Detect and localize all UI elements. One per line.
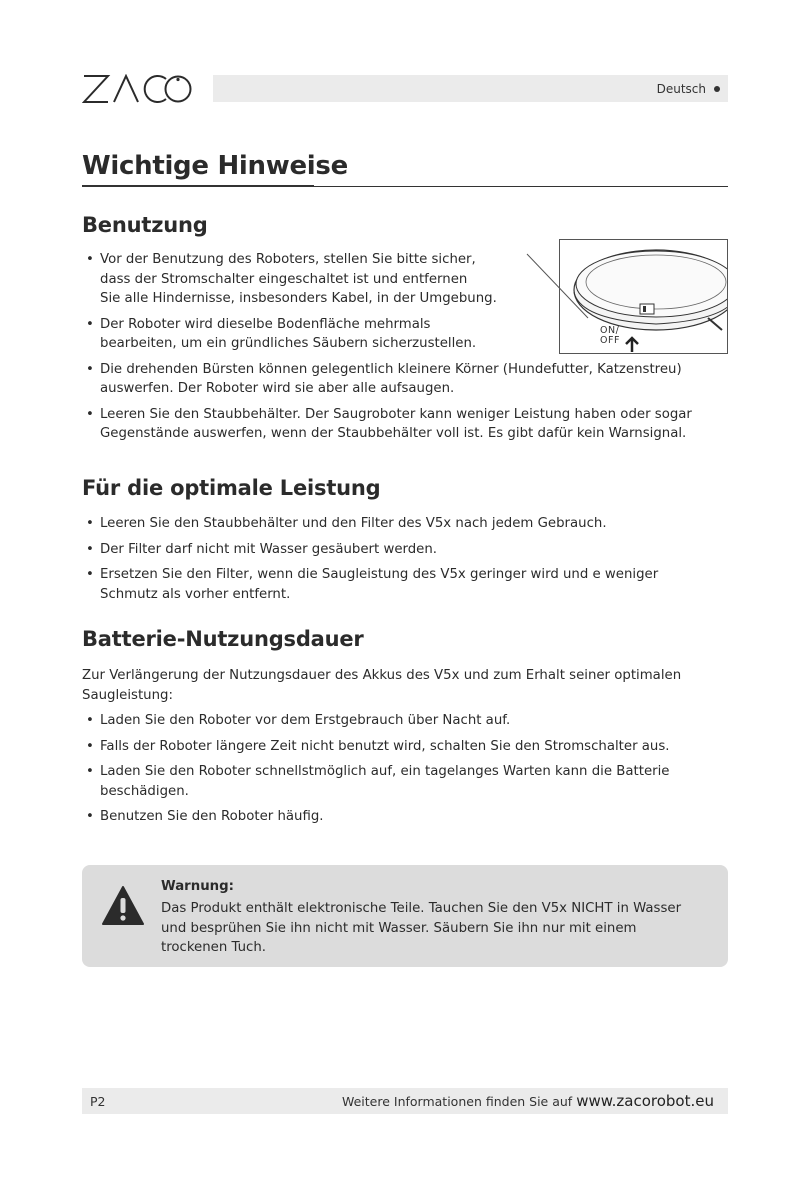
- list-item: • Leeren Sie den Staubbehälter und den Filter des V5x nach jedem Gebrauch.: [86, 514, 726, 534]
- warning-box: [82, 865, 728, 967]
- website-url: www.zacorobot.eu: [576, 1092, 714, 1110]
- warning-icon: [101, 885, 145, 927]
- section-heading-usage: Benutzung: [82, 213, 208, 237]
- list-item: • Benutzen Sie den Roboter häufig.: [86, 807, 726, 827]
- list-item: • Der Roboter wird dieselbe Bodenfläche mehrmals bearbeiten, um ein gründliches Säubern sicherzustellen.: [86, 315, 726, 354]
- performance-list: [86, 514, 726, 610]
- battery-intro: Zur Verlängerung der Nutzungsdauer des Akkus des V5x und zum Erhalt seiner optimalen Saugleistung:: [82, 668, 682, 703]
- page-number: P2: [90, 1093, 106, 1109]
- section-heading-battery: Batterie-Nutzungsdauer: [82, 627, 364, 651]
- section-heading-performance: Für die optimale Leistung: [82, 476, 381, 500]
- list-item: • Falls der Roboter längere Zeit nicht benutzt wird, schalten Sie den Stromschalter aus.: [86, 737, 726, 757]
- list-item: • Vor der Benutzung des Roboters, stellen Sie bitte sicher, dass der Stromschalter eingeschaltet ist und entfernen Sie alle Hindernisse, insbesonders Kabel, in der Umgebung.: [86, 250, 726, 309]
- robot-vacuum-icon: [560, 240, 727, 353]
- warning-title: Warnung:: [161, 879, 234, 894]
- language-bar: [213, 75, 728, 102]
- language-label: Deutsch: [656, 81, 706, 96]
- footer-info: Weitere Informationen finden Sie auf www.zacorobot.eu: [341, 1092, 714, 1110]
- switch-label: ON/ OFF: [600, 325, 620, 346]
- title-underline: [82, 185, 314, 187]
- list-item: • Laden Sie den Roboter vor dem Erstgebrauch über Nacht auf.: [86, 711, 726, 731]
- list-item: • Laden Sie den Roboter schnellstmöglich auf, ein tagelanges Warten kann die Batterie beschädigen.: [86, 762, 726, 801]
- list-item: • Ersetzen Sie den Filter, wenn die Saugleistung des V5x geringer wird und e weniger Schmutz als vorher entfernt.: [86, 565, 726, 604]
- list-item: • Die drehenden Bürsten können gelegentlich kleinere Körner (Hundefutter, Katzenstreu) auswerfen. Der Roboter wird sie aber alle aufsaugen.: [86, 360, 726, 399]
- battery-list: [86, 711, 726, 833]
- robot-figure: [559, 239, 728, 354]
- page-footer: [82, 1088, 728, 1114]
- warning-text: Das Produkt enthält elektronische Teile. Tauchen Sie den V5x NICHT in Wasser und besprühen Sie ihn nicht mit Wasser. Säubern Sie ihn nur mit einem trockenen Tuch.: [161, 901, 682, 955]
- page-title: Wichtige Hinweise: [82, 151, 348, 181]
- zaco-logo: [82, 74, 192, 104]
- list-item: • Der Filter darf nicht mit Wasser gesäubert werden.: [86, 540, 726, 560]
- bullet-dot-icon: [714, 86, 720, 92]
- list-item: • Leeren Sie den Staubbehälter. Der Saugroboter kann weniger Leistung haben oder sogar Gegenstände auswerfen, wenn der Staubbehälter voll ist. Es gibt dafür kein Warnsignal.: [86, 405, 726, 444]
